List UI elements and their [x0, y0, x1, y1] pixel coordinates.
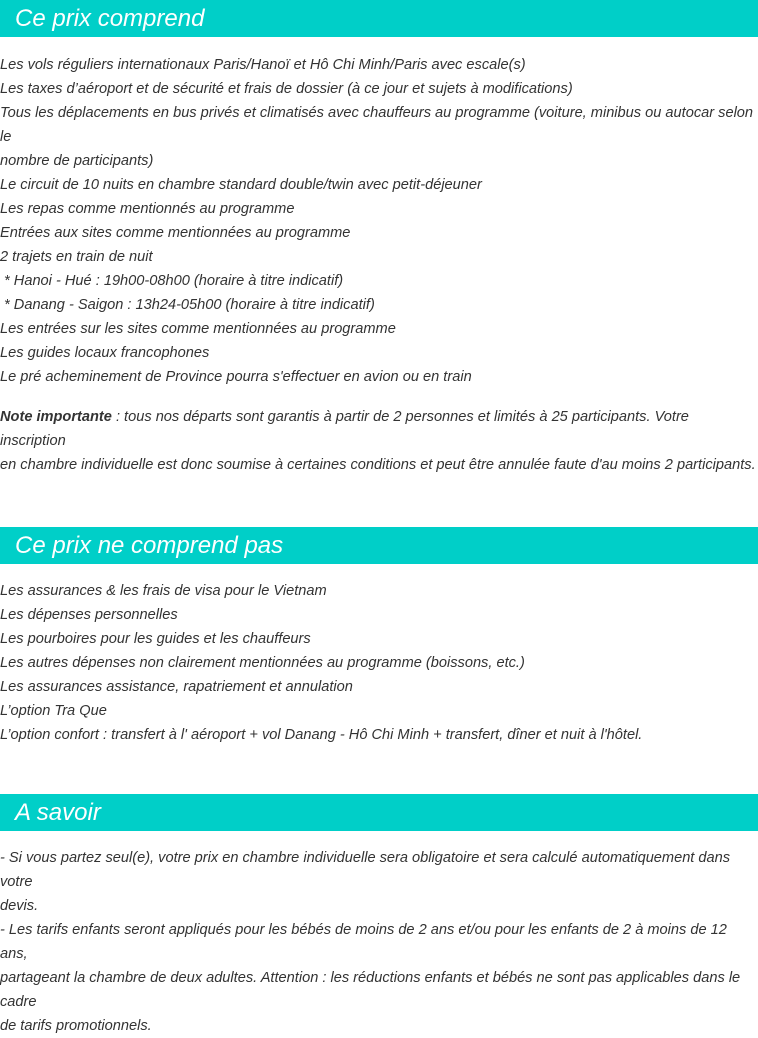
list-item: Les vols réguliers internationaux Paris/Hanoï et Hô Chi Minh/Paris avec escale(s) — [0, 57, 526, 73]
list-item: partageant la chambre de deux adultes. Attention : les réductions enfants et bébés ne sont pas applicables dans le cadre — [0, 970, 741, 1010]
good-to-know-list — [0, 846, 758, 1038]
list-item: - Si vous partez seul(e), votre prix en chambre individuelle sera obligatoire et sera calculé automatiquement dans votre — [0, 850, 731, 890]
section-header-ce-prix-comprend — [0, 0, 758, 37]
list-item: - Les tarifs enfants seront appliqués pour les bébés de moins de 2 ans et/ou pour les enfants de 2 à moins de 12 ans, — [0, 922, 727, 962]
list-item: Les repas comme mentionnés au programme — [0, 201, 295, 217]
important-note — [0, 405, 758, 477]
list-item: Les entrées sur les sites comme mentionnées au programme — [0, 321, 396, 337]
list-item: Les autres dépenses non clairement mentionnées au programme (boissons, etc.) — [0, 655, 525, 671]
list-item: L’option Tra Que — [0, 703, 107, 719]
list-item: 2 trajets en train de nuit — [0, 249, 153, 265]
list-item: Les assurances assistance, rapatriement et annulation — [0, 679, 353, 695]
section-header-ce-prix-ne-comprend-pas — [0, 527, 758, 564]
note-line — [0, 405, 758, 453]
list-item: Les pourboires pour les guides et les chauffeurs — [0, 631, 311, 647]
section-header-a-savoir — [0, 794, 758, 831]
list-item: Les assurances & les frais de visa pour le Vietnam — [0, 583, 327, 599]
list-item: Tous les déplacements en bus privés et climatisés avec chauffeurs au programme (voiture, minibus ou autocar selon le — [0, 105, 754, 145]
note-label: Note importante — [0, 409, 112, 425]
excluded-list — [0, 579, 758, 747]
list-item: Le circuit de 10 nuits en chambre standard double/twin avec petit-déjeuner — [0, 177, 482, 193]
note-text: : tous nos départs sont garantis à partir de 2 personnes et limités à 25 participants. Votre inscription — [0, 409, 689, 449]
list-item: de tarifs promotionnels. — [0, 1018, 152, 1034]
list-item: devis. — [0, 898, 39, 914]
list-item: L’option confort : transfert à l' aéroport + vol Danang - Hô Chi Minh + transfert, dîner et nuit à l'hôtel. — [0, 727, 643, 743]
list-item: Les taxes d’aéroport et de sécurité et frais de dossier (à ce jour et sujets à modifications) — [0, 81, 573, 97]
list-item: nombre de participants) — [0, 153, 154, 169]
list-item: * Hanoi - Hué : 19h00-08h00 (horaire à titre indicatif) — [0, 273, 344, 289]
section-title: Ce prix comprend — [15, 5, 205, 32]
list-item: Les guides locaux francophones — [0, 345, 210, 361]
section-title: A savoir — [15, 799, 101, 826]
included-list — [0, 53, 758, 389]
list-item: Le pré acheminement de Province pourra s'effectuer en avion ou en train — [0, 369, 472, 385]
list-item: Les dépenses personnelles — [0, 607, 178, 623]
list-item: * Danang - Saigon : 13h24-05h00 (horaire à titre indicatif) — [0, 297, 375, 313]
section-title: Ce prix ne comprend pas — [15, 532, 284, 559]
note-line: en chambre individuelle est donc soumise à certaines conditions et peut être annulée faute d'au moins 2 participants. — [0, 457, 756, 473]
list-item: Entrées aux sites comme mentionnées au programme — [0, 225, 351, 241]
